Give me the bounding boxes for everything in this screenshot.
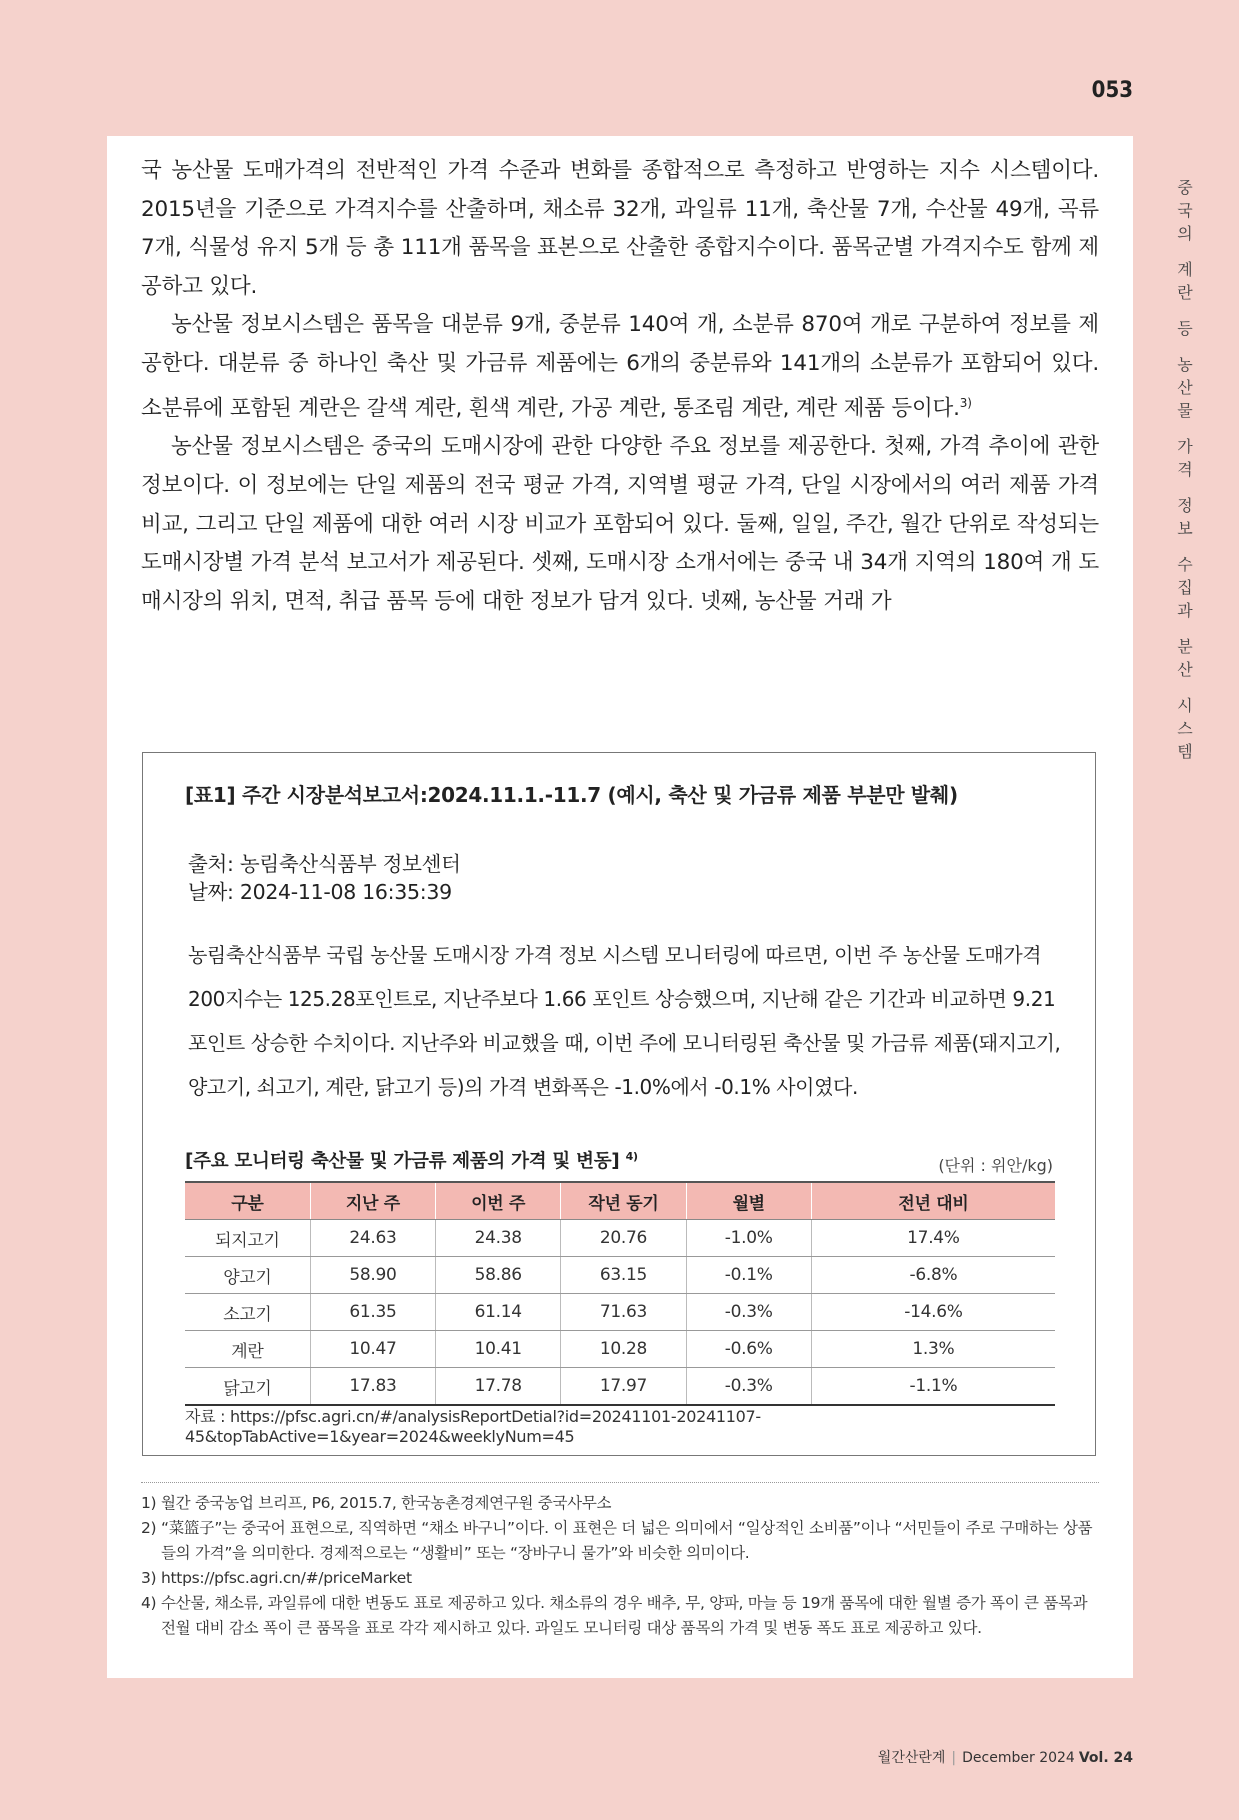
side-title-char: 중 bbox=[1177, 178, 1193, 197]
footnote-text: https://pfsc.agri.cn/#/priceMarket bbox=[161, 1569, 412, 1587]
side-title-char: 보 bbox=[1177, 519, 1193, 538]
table-cell: -0.3% bbox=[686, 1368, 811, 1406]
paragraph: 농산물 정보시스템은 중국의 도매시장에 관한 다양한 주요 정보를 제공한다. 첫째, 가격 추이에 관한 정보이다. 이 정보에는 단일 제품의 전국 평균 가격, 지역별 평균 가격, 단일 시장에서의 여러 제품 가격 비교, 그리고 단일 제품에 대한 여러 시장 비교가 포함되어 있다. 둘째, 일일, 주간, 월간 단위로 작성되는 도매시장별 가격 분석 보고서가 제공된다. 셋째, 도매시장 소개서에는 중국 내 34개 지역의 180여 개 도매시장의 위치, 면적, 취급 품목 등에 대한 정보가 담겨 있다. 넷째, 농산물 거래 가 bbox=[141, 434, 1099, 614]
table-cell: 10.41 bbox=[436, 1331, 561, 1368]
table-cell: 71.63 bbox=[561, 1294, 686, 1331]
table-cell: 24.38 bbox=[436, 1220, 561, 1257]
table-row bbox=[185, 1257, 1055, 1294]
table-cell: -14.6% bbox=[811, 1294, 1055, 1331]
table-cell: 닭고기 bbox=[185, 1368, 310, 1406]
footnote-text: 월간 중국농업 브리프, P6, 2015.7, 한국농촌경제연구원 중국사무소 bbox=[161, 1494, 612, 1512]
side-title-gap bbox=[1172, 681, 1198, 694]
footnote bbox=[141, 1491, 1099, 1516]
table-cell: 되지고기 bbox=[185, 1220, 310, 1257]
table-row bbox=[185, 1220, 1055, 1257]
table-cell: 24.63 bbox=[310, 1220, 435, 1257]
footnote-number: 2) bbox=[141, 1519, 157, 1537]
side-title-gap bbox=[1172, 340, 1198, 353]
side-title-char: 산 bbox=[1177, 660, 1193, 679]
column-header: 지난 주 bbox=[310, 1182, 435, 1220]
magazine-name: 월간산란계 bbox=[877, 1750, 946, 1766]
footnote bbox=[141, 1516, 1099, 1566]
table-cell: 58.86 bbox=[436, 1257, 561, 1294]
table-cell: 17.83 bbox=[310, 1368, 435, 1406]
table-cell: 61.35 bbox=[310, 1294, 435, 1331]
page-sheet bbox=[107, 136, 1133, 1678]
body-text bbox=[141, 152, 1099, 621]
side-title-gap bbox=[1172, 481, 1198, 494]
table-header-row bbox=[185, 1182, 1055, 1220]
side-title-char: 계 bbox=[1177, 260, 1193, 279]
report-box bbox=[142, 752, 1096, 1456]
table-cell: -6.8% bbox=[811, 1257, 1055, 1294]
side-title-char: 시 bbox=[1177, 696, 1193, 715]
footnote bbox=[141, 1566, 1099, 1591]
table-title: [주요 모니터링 축산물 및 가금류 제품의 가격 및 변동] $^{4)}$ bbox=[185, 1149, 638, 1172]
side-title-gap bbox=[1172, 540, 1198, 553]
footnote-text: 수산물, 채소류, 과일류에 대한 변동도 표로 제공하고 있다. 채소류의 경우 배추, 무, 양파, 마늘 등 19개 품목에 대한 월별 증가 폭이 큰 품목과 전월 대비 감소 폭이 큰 품목을 표로 각각 제시하고 있다. 과일도 모니터링 대상 품목의 가격 및 변동 폭도 표로 제공하고 있다. bbox=[161, 1594, 1088, 1637]
footnote-number: 1) bbox=[141, 1494, 157, 1512]
table-cell: 17.97 bbox=[561, 1368, 686, 1406]
side-title-char: 등 bbox=[1177, 319, 1193, 338]
side-title-char: 집 bbox=[1177, 578, 1193, 597]
price-table bbox=[185, 1181, 1055, 1406]
side-title-char: 격 bbox=[1177, 460, 1193, 479]
page-number: 053 bbox=[1091, 78, 1133, 103]
side-title-gap bbox=[1172, 304, 1198, 317]
side-title-char: 분 bbox=[1177, 637, 1193, 656]
footnotes bbox=[141, 1482, 1099, 1641]
date-line: 날짜: 2024-11-08 16:35:39 bbox=[188, 880, 452, 904]
table-cell: 17.4% bbox=[811, 1220, 1055, 1257]
footnote-number: 3) bbox=[141, 1569, 157, 1587]
column-header: 작년 동기 bbox=[561, 1182, 686, 1220]
table-cell: -0.1% bbox=[686, 1257, 811, 1294]
page-footer: 월간산란계 | December 2024 Vol. 24 bbox=[877, 1750, 1133, 1766]
column-header: 월별 bbox=[686, 1182, 811, 1220]
footnote-text: “菜篮子”는 중국어 표현으로, 직역하면 “채소 바구니”이다. 이 표현은 더 넓은 의미에서 “일상적인 소비품”이나 “서민들이 주로 구매하는 상품들의 가격”을 의미한다. 경제적으로는 “생활비” 또는 “장바구니 물가”와 비슷한 의미이다. bbox=[161, 1519, 1093, 1562]
footnote bbox=[141, 1591, 1099, 1641]
table-cell: 61.14 bbox=[436, 1294, 561, 1331]
side-title-char: 의 bbox=[1177, 224, 1193, 243]
side-title-char: 산 bbox=[1177, 378, 1193, 397]
side-title-char: 정 bbox=[1177, 496, 1193, 515]
table-row bbox=[185, 1368, 1055, 1406]
table-cell: -1.1% bbox=[811, 1368, 1055, 1406]
table-cell: 10.47 bbox=[310, 1331, 435, 1368]
table-cell: 58.90 bbox=[310, 1257, 435, 1294]
table-cell: 계란 bbox=[185, 1331, 310, 1368]
side-title-char: 국 bbox=[1177, 201, 1193, 220]
table-cell: -1.0% bbox=[686, 1220, 811, 1257]
table-cell: -0.6% bbox=[686, 1331, 811, 1368]
table-row bbox=[185, 1331, 1055, 1368]
paragraph: 국 농산물 도매가격의 전반적인 가격 수준과 변화를 종합적으로 측정하고 반영하는 지수 시스템이다. 2015년을 기준으로 가격지수를 산출하며, 채소류 32개, 과일류 11개, 축산물 7개, 수산물 49개, 곡류 7개, 식물성 유지 5개 등 총 111개 품목을 표본으로 산출한 종합지수이다. 품목군별 가격지수도 함께 제공하고 있다. bbox=[141, 158, 1099, 299]
table-cell: 10.28 bbox=[561, 1331, 686, 1368]
footnote-number: 4) bbox=[141, 1594, 157, 1612]
table-row bbox=[185, 1294, 1055, 1331]
side-title-char: 가 bbox=[1177, 437, 1193, 456]
side-title-char: 템 bbox=[1177, 742, 1193, 761]
side-title-gap bbox=[1172, 245, 1198, 258]
issue-volume: Vol. 24 bbox=[1078, 1750, 1133, 1766]
source-line: 출처: 농림축산식품부 정보센터 bbox=[188, 852, 461, 876]
table-cell: 20.76 bbox=[561, 1220, 686, 1257]
side-title-gap bbox=[1172, 422, 1198, 435]
table-cell: 소고기 bbox=[185, 1294, 310, 1331]
column-header: 이번 주 bbox=[436, 1182, 561, 1220]
footnote-ref: 3) bbox=[959, 395, 972, 410]
table-cell: 17.78 bbox=[436, 1368, 561, 1406]
side-title bbox=[1172, 176, 1198, 763]
side-title-char: 과 bbox=[1177, 601, 1193, 620]
side-title-char: 농 bbox=[1177, 355, 1193, 374]
side-title-gap bbox=[1172, 622, 1198, 635]
side-title-char: 란 bbox=[1177, 283, 1193, 302]
box-paragraph: 농림축산식품부 국립 농산물 도매시장 가격 정보 시스템 모니터링에 따르면, 이번 주 농산물 도매가격 200지수는 125.28포인트로, 지난주보다 1.66 포인트 상승했으며, 지난해 같은 기간과 비교하면 9.21 포인트 상승한 수치이다. 지난주와 비교했을 때, 이번 주에 모니터링된 축산물 및 가금류 제품(돼지고기, 양고기, 쇠고기, 계란, 닭고기 등)의 가격 변화폭은 -1.0%에서 -0.1% 사이였다. bbox=[188, 943, 1061, 1099]
paragraph: 농산물 정보시스템은 품목을 대분류 9개, 중분류 140여 개, 소분류 870여 개로 구분하여 정보를 제공한다. 대분류 중 하나인 축산 및 가금류 제품에는 6개의 중분류와 141개의 소분류가 포함되어 있다. 소분류에 포함된 계란은 갈색 계란, 흰색 계란, 가공 계란, 통조림 계란, 계란 제품 등이다.$^{3)}$ bbox=[141, 312, 1099, 421]
table-cell: 63.15 bbox=[561, 1257, 686, 1294]
side-title-char: 물 bbox=[1177, 401, 1193, 420]
side-title-char: 스 bbox=[1177, 719, 1193, 738]
table-cell: 양고기 bbox=[185, 1257, 310, 1294]
footnote-ref: 4) bbox=[625, 1149, 638, 1163]
column-header: 전년 대비 bbox=[811, 1182, 1055, 1220]
issue-month: December 2024 bbox=[962, 1750, 1075, 1766]
side-title-char: 수 bbox=[1177, 555, 1193, 574]
column-header: 구분 bbox=[185, 1182, 310, 1220]
table-source: 자료 : https://pfsc.agri.cn/#/analysisReportDetial?id=20241101-20241107-45&topTabActive=1&year=2024&weeklyNum=45 bbox=[185, 1407, 761, 1446]
table-unit: (단위 : 위안/kg) bbox=[938, 1156, 1053, 1175]
box-title: [표1] 주간 시장분석보고서:2024.11.1.-11.7 (예시, 축산 및 가금류 제품 부분만 발췌) bbox=[185, 783, 958, 807]
table-cell: 1.3% bbox=[811, 1331, 1055, 1368]
table-cell: -0.3% bbox=[686, 1294, 811, 1331]
